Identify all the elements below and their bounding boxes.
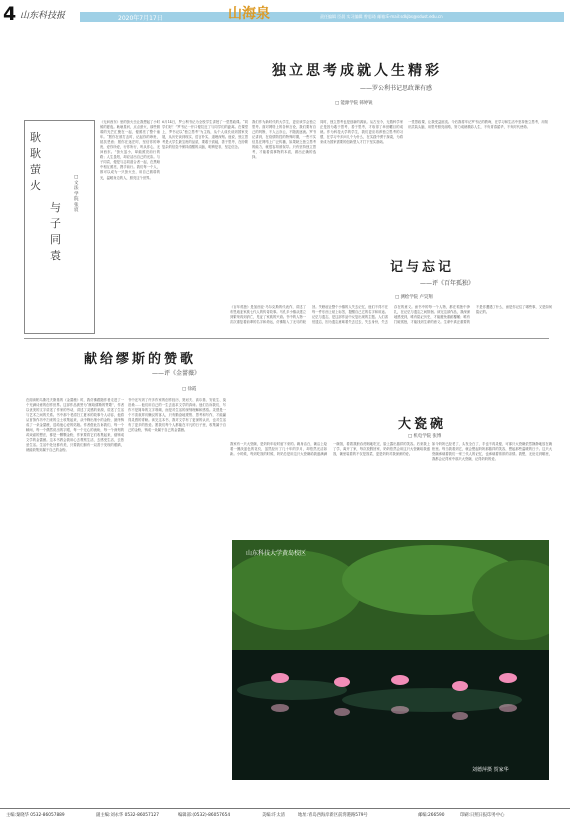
title-char: 耿 xyxy=(30,147,41,160)
page-number: 4 xyxy=(3,3,17,25)
article-subtitle: ——罗公利书记思政课有感 xyxy=(360,85,433,92)
title-char: 萤 xyxy=(30,163,41,176)
article-title: 大瓷碗 xyxy=(398,417,447,432)
title-char: 耿 xyxy=(30,131,41,144)
article-byline: □ 测绘学院 卢昊翔 xyxy=(395,295,433,300)
article-body-col2: 书中还写到了许多作家的创作经历，契诃夫、高尔基、安徒生、莫泊桑……他们用自己的一生去追求文学的真谛。他们告诉我们，写作不是简单的文字堆砌，而是对生活的深刻理解和感悟。灵感是一个不喜欢拜访懒汉的客人，只有勤奋地观察、思考和写作，才能赢得灵感的青睐。读完这本书，我对文学有了更深的认识，也对生活有了更多的热爱。愿我们每个人都能在平凡的日子里，收集属于自己的金粉，铸成一朵属于自己的金蔷薇。 xyxy=(128,398,226,433)
article-byline: □ 能源学院 韩婷锐 xyxy=(335,101,373,106)
footer-item: 邮编:266590 xyxy=(418,813,445,818)
footer-item: 副主编:刘永华 0532-86057127 xyxy=(96,813,159,818)
title-char: 与 xyxy=(50,201,61,214)
column-body: 《无问西东》里的萤火虫让我想起了小时候的夏夜。耿耿星河，点点萤火，那些微弱的光芒汇聚在一起，便照亮了整个童年。“愿你在被打击时，记起你的珍贵，抵抗恶意；愿你在迷茫时，坚信你的珍贵，爱你所爱，行你所行，听从你心，无问西东。”萤火虽小，却能照亮前行的路；人生虽短，却应活出自己的光彩。与子同袁，便是与志同道合者一起，在黑暗中相互照亮，携手前行。我们每一个人，都可以成为一只萤火虫，用自己微弱的光，温暖身边的人，照亮这个世界。 xyxy=(100,120,160,180)
lotus-photo xyxy=(232,540,549,780)
article-body: 《百年孤独》是加西亚·马尔克斯的代表作，讲述了布恩迪亚家族七代人的传奇故事。马孔多小镇从建立到繁荣再到消亡，见证了家族的兴衰。书中的人物一次次重复着前辈的名字和命运，仿佛陷入了无尽的轮回。失眠症让整个小镇的人失去记忆，他们不得不在每一件东西上贴上标签，提醒自己它的名字和用途。记忆与遗忘，是这部作品中反复出现的主题。人们害怕遗忘，因为遗忘意味着失去过去，失去身份，失去存在的意义。而书中的每一个人物，都在孤独中挣扎，在记忆与遗忘之间徘徊。读完这部作品，我深深地感受到，唯有铭记历史，才能避免重蹈覆辙；唯有打破孤独，才能找到生命的意义。生命中真正重要的不是你遭遇了什么，而是你记住了哪些事，又是如何铭记的。 xyxy=(230,305,552,325)
article-body-col1: 6月14日，罗公利书记为全校学生讲授了一堂思政课。“同学们好！”罗书记一开口便拉近了与同学们的距离。在课堂上，罗书记以“独立思考”为主线，从个人成长谈到国家发展，从历史谈到现实，语言朴实，道理深刻。他说，独立思考是大学生最宝贵的品质，要敢于质疑，善于思考，在纷繁复杂的信息中保持清醒的头脑，明辨是非，坚定信念。 xyxy=(162,120,248,150)
photo-credit: 刘德萍摄 贺家华 xyxy=(472,767,509,773)
article-body-2: 如今奶奶已经老了，头发全白了，手也不再灵便，可那只大瓷碗依然静静地放在碗柜里。每当我看到它，就会想起奶奶那慈祥的笑容，想起那些温暖的日子。这只大瓷碗承载着我们一家三代人的记忆，也承载着浓浓的亲情。我想，无论走到哪里，我都会记得家中那只大瓷碗，记得奶奶的爱。 xyxy=(432,442,552,462)
lotus-pond-image xyxy=(232,540,549,780)
editor-info: 责任编辑 臣晨 实习编辑 曾思琦 邮箱:E-mail:sdkjbs@sdust.edu.cn xyxy=(320,14,443,19)
article-body-col4: 一堂思政课，让我受益匪浅。今后我将牢记罗书记的教诲，在学习和生活中坚持独立思考，用知识武装头脑，用思考照亮前路，努力成就精彩人生，不负青春韶华，不负时代使命。 xyxy=(408,120,548,130)
column-title-2 xyxy=(50,200,64,264)
article-body-col2: 我们作为新时代的大学生，更应该学会独立思考。面对网络上的各种言论，我们要有自己的判断，不人云亦云，不随波逐流。罗书记讲到，在疫情防控的特殊时期，一些不实信息在网络上广泛传播，如果缺乏独立思考的能力，就很容易被误导。只有坚持独立思考，才能看清事物的本质，做出正确的选择。 xyxy=(252,120,316,160)
issue-date: 2020年7月17日 xyxy=(118,15,163,22)
article-subtitle: ——评《百年孤独》 xyxy=(420,280,475,287)
footer-item: 地址:青岛西海岸新区前湾港路579号 xyxy=(298,813,368,818)
title-char: 子 xyxy=(50,217,61,230)
article-title: 记与忘记 xyxy=(390,260,455,275)
footer-item: 编辑部:(0532)-86057654 xyxy=(178,813,231,818)
article-byline: □ 机电学院 张博 xyxy=(408,434,442,439)
paper-name: 山东科技报 xyxy=(20,11,66,21)
article-byline: □ 徐霞 xyxy=(182,387,197,392)
column-byline: □ 文法学院 张宸 xyxy=(74,175,79,213)
page-header xyxy=(0,0,570,25)
article-title: 献给缪斯的赞歌 xyxy=(84,352,197,367)
article-body-col3: 同时，独立思考也是创新的源泉。从古至今，无数科学家正是因为敢于思考、善于思考，才取得了举世瞩目的成就。作为科技大学的学生，我们更应培养独立思考的习惯，在学习中多问几个为什么，在实践中勇于探索，为将来成为国家需要的创新型人才打下坚实基础。 xyxy=(320,120,403,145)
footer-item: 美编:许太清 xyxy=(262,813,285,818)
column-title xyxy=(30,130,44,194)
article-body: 我家有一只大瓷碗，是奶奶年轻时留下来的。碗身洁白，碗沿上绘着一圈淡蓝色的花纹，虽然经历了几十年的岁月，却依然光洁如新。小时候，每到吃饭的时候，奶奶总是用这只大瓷碗给我盛满满一碗饭，看着我狼吞虎咽地吃完，脸上露出慈祥的笑容。后来我上了学，离开了家，每次放假回家，奶奶依然会用这只大瓷碗给我盛饭，碗里装着的不仅是饭菜，更是奶奶对我深深的爱。 xyxy=(230,442,430,457)
title-char: 同 xyxy=(50,233,61,246)
title-char: 袁 xyxy=(50,249,61,262)
section-title: 山海泉 xyxy=(228,6,270,22)
article-subtitle: ——评《金蔷薇》 xyxy=(152,370,201,377)
footer-item: 印刷:日照日报印务中心 xyxy=(460,813,505,818)
page-footer xyxy=(0,808,570,821)
article-body-col1: 在阅读帕乌斯托夫斯基的《金蔷薇》时，我仿佛跟随作者走进了一个充满诗意的创作世界。这部作品被誉为“献给缪斯的赞歌”，作者以优美的文字讲述了作家的劳动，讲述了灵感的来源，讲述了生活与艺术之间的关系。书中那个老清扫工夏米的故事令人动容，他将从首饰作坊中扫来的尘土收集起来，从中筛出细小的金粉，最终铸成了一朵金蔷薇，送给他心爱的姑娘。作者借此告诉我们，每一个瞬间，每一个偶然说出的字眼，每一个无心的流盼，每一个深刻的或戏谑的想法，都是一颗颗金粉，作家要将它们收集起来，熔铸成文学的金蔷薇。这本书教会我用心去观察生活，去感受生活，去热爱生活。生活中处处都有美，只要我们拥有一双善于发现的眼睛，就能收集到属于自己的金粉。 xyxy=(26,398,124,453)
footer-item: 主编:秦晓华 0532-86057889 xyxy=(6,813,65,818)
photo-caption: 山东科技大学黄岛校区 xyxy=(246,550,307,557)
article-title: 独立思考成就人生精彩 xyxy=(272,63,442,79)
title-char: 火 xyxy=(30,179,41,192)
